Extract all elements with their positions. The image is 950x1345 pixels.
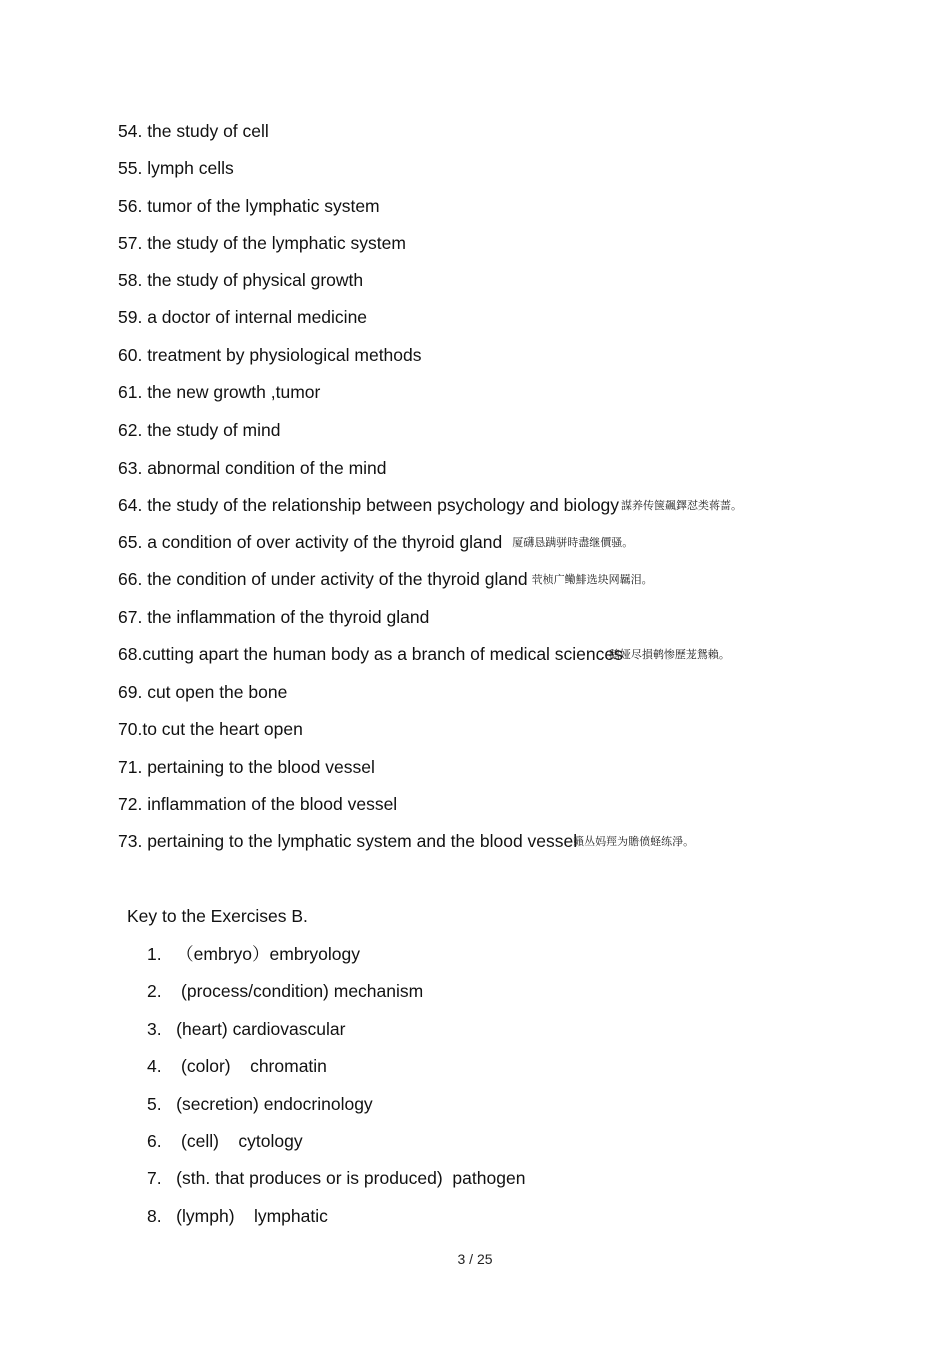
key-item: 6. (cell) cytology bbox=[147, 1131, 303, 1151]
definition-line bbox=[118, 269, 365, 292]
definition-line bbox=[118, 756, 377, 779]
definition-line bbox=[118, 381, 322, 404]
definition-line bbox=[118, 195, 382, 218]
definition-text: 67. the inflammation of the thyroid gland bbox=[118, 607, 430, 627]
definition-text: 56. tumor of the lymphatic system bbox=[118, 196, 380, 216]
definition-line bbox=[118, 606, 431, 629]
definition-text: 57. the study of the lymphatic system bbox=[118, 233, 406, 253]
definition-note: 謀养传箧飆鐸怼类蒋蔷。 bbox=[621, 499, 743, 512]
definition-note: 鹅娅尽損鹌惨歷茏鴛賴。 bbox=[608, 648, 730, 661]
key-item: 3. (heart) cardiovascular bbox=[147, 1019, 346, 1039]
definition-note: 茕桢广鳓鯡选块网羈泪。 bbox=[531, 573, 653, 586]
key-item: 5. (secretion) endocrinology bbox=[147, 1094, 373, 1114]
key-item: 4. (color) chromatin bbox=[147, 1056, 327, 1076]
key-item: 8. (lymph) lymphatic bbox=[147, 1206, 328, 1226]
definition-text: 60. treatment by physiological methods bbox=[118, 345, 422, 365]
definition-text: 69. cut open the bone bbox=[118, 682, 288, 702]
definition-note: 厦礴恳蹒骈時盡继價骚。 bbox=[512, 536, 634, 549]
definition-text: 58. the study of physical growth bbox=[118, 270, 364, 290]
definition-line bbox=[118, 718, 305, 741]
definition-line bbox=[118, 681, 289, 704]
definition-line bbox=[118, 120, 271, 143]
definition-text: 68.cutting apart the human body as a branch of medical sciences bbox=[118, 644, 623, 664]
definition-line bbox=[118, 232, 408, 255]
definition-text: 65. a condition of over activity of the thyroid gland bbox=[118, 532, 503, 552]
definition-line bbox=[118, 643, 730, 666]
definition-line bbox=[118, 793, 399, 816]
key-item: 1. （embryo）embryology bbox=[147, 944, 360, 964]
definition-text: 61. the new growth ,tumor bbox=[118, 382, 321, 402]
definition-text: 59. a doctor of internal medicine bbox=[118, 307, 368, 327]
definition-text: 66. the condition of under activity of the thyroid gland bbox=[118, 569, 528, 589]
definition-line bbox=[118, 419, 282, 442]
definition-line bbox=[118, 830, 694, 853]
definition-line bbox=[118, 157, 236, 180]
definition-note: 籟丛妈羥为贍偾蛏练淨。 bbox=[573, 835, 695, 848]
definition-text: 63. abnormal condition of the mind bbox=[118, 458, 387, 478]
definition-line bbox=[118, 531, 633, 554]
definition-text: 55. lymph cells bbox=[118, 158, 234, 178]
key-item: 2. (process/condition) mechanism bbox=[147, 981, 424, 1001]
definition-text: 70.to cut the heart open bbox=[118, 719, 303, 739]
definition-text: 62. the study of mind bbox=[118, 420, 281, 440]
definition-line bbox=[118, 306, 369, 329]
definition-line bbox=[118, 344, 424, 367]
page-number: 3 / 25 bbox=[457, 1251, 493, 1267]
definition-text: 64. the study of the relationship between psychology and biology bbox=[118, 495, 620, 515]
definition-text: 71. pertaining to the blood vessel bbox=[118, 757, 375, 777]
definition-text: 54. the study of cell bbox=[118, 121, 269, 141]
key-item: 7. (sth. that produces or is produced) pathogen bbox=[147, 1168, 526, 1188]
definition-line bbox=[118, 568, 653, 591]
definition-text: 73. pertaining to the lymphatic system and the blood vessel bbox=[118, 831, 578, 851]
definition-line bbox=[118, 494, 742, 517]
definition-line bbox=[118, 457, 389, 480]
key-title: Key to the Exercises B. bbox=[127, 906, 308, 926]
definition-text: 72. inflammation of the blood vessel bbox=[118, 794, 398, 814]
